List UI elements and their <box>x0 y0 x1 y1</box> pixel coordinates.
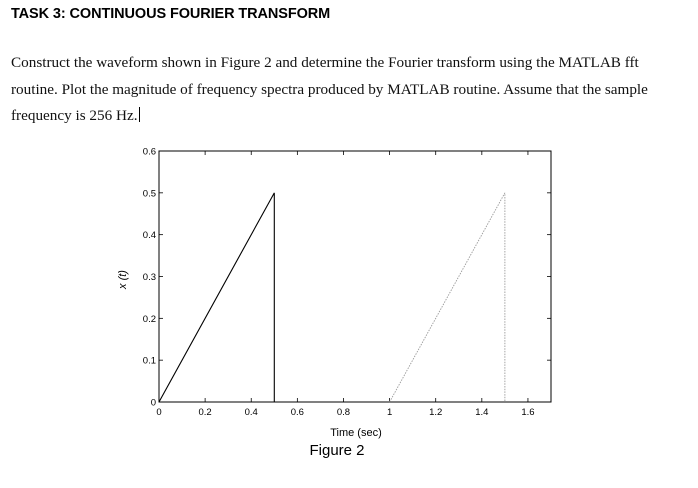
series-line-2 <box>390 193 505 402</box>
x-tick-label: 1.2 <box>429 407 443 418</box>
figure-caption: Figure 2 <box>309 442 365 459</box>
x-tick-label: 0 <box>156 407 162 418</box>
y-tick-label: 0.1 <box>142 355 156 367</box>
y-tick-label: 0.2 <box>142 313 156 325</box>
y-tick-label: 0.3 <box>142 272 156 283</box>
plot-frame <box>159 151 551 402</box>
y-tick-label: 0.6 <box>142 146 156 158</box>
x-tick-label: 0.6 <box>290 407 304 418</box>
x-tick-label: 1.4 <box>475 407 489 418</box>
task-description-text: Construct the waveform shown in Figure 2 and determine the Fourier transform using the MATLAB fft routine. Plot the magnitude of frequency spectra produced by MATLAB routine. Assume that the sample frequency is 256 Hz. <box>11 54 648 124</box>
x-tick-label: 0.2 <box>198 407 212 418</box>
x-axis-label: Time (sec) <box>330 427 382 439</box>
y-axis-label: x (t) <box>117 270 129 289</box>
plot-area <box>117 147 551 440</box>
y-tick-label: 0 <box>150 397 156 409</box>
series-line-1 <box>159 193 274 402</box>
x-tick-label: 1.6 <box>521 407 535 418</box>
x-tick-label: 0.4 <box>244 407 258 418</box>
x-tick-label: 0.8 <box>336 407 351 418</box>
y-tick-label: 0.5 <box>142 188 156 200</box>
x-tick-label: 1 <box>386 407 393 418</box>
y-tick-label: 0.4 <box>142 230 156 242</box>
task-title: TASK 3: CONTINUOUS FOURIER TRANSFORM <box>11 6 331 22</box>
